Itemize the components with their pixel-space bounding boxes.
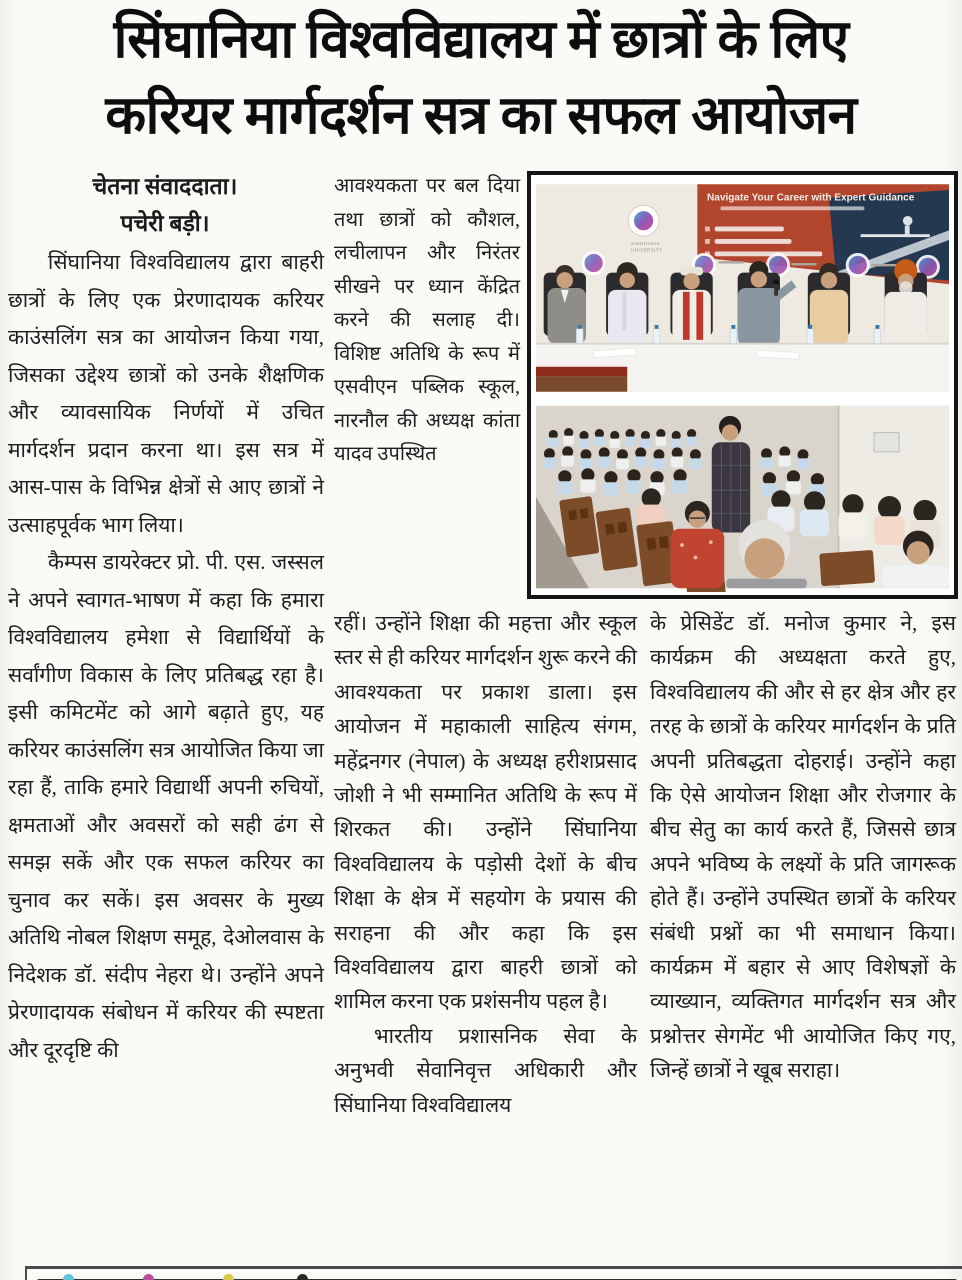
column-2-wide [334, 606, 637, 1122]
registration-strip [25, 1266, 962, 1280]
dignitaries-photo [536, 180, 949, 396]
column-3 [650, 606, 956, 1088]
climber-figure [903, 216, 913, 226]
column-2-narrow [334, 170, 520, 472]
banner-subtitle-line [720, 206, 864, 210]
logo-label-1: SINGHANIA [631, 240, 661, 246]
reg-dot-black [297, 1274, 308, 1280]
reg-dot-yellow [223, 1274, 234, 1280]
paragraph: आवश्यकता पर बल दिया तथा छात्रों को कौशल, लचीलापन और निरंतर सीखने पर ध्यान केंद्रित करने की सलाह दी। विशिष्ट अतिथि के रूप में एसवीएन पब्लिक स्कूल, नारनौल की अध्यक्ष कांता यादव उपस्थित [334, 175, 520, 465]
banner-title: Navigate Your Career with Expert Guidance [706, 192, 915, 204]
byline-reporter: चेतना संवाददाता। [92, 174, 238, 199]
reg-dot-magenta [143, 1274, 154, 1280]
paragraph: कैम्पस डायरेक्टर प्रो. पी. एस. जस्सल ने अपने स्वागत-भाषण में कहा कि हमारा विश्वविद्यालय हमेशा से विद्यार्थियों के सर्वांगीण विकास के लिए प्रतिबद्ध रहा है। इसी कमिटमेंट को आगे बढ़ाते हुए, यह करियर काउंसलिंग सत्र आयोजित किया जा रहा हैं, ताकि हमारे विद्यार्थी अपनी रुचियों, क्षमताओं और अवसरों को सही ढंग से समझ सकें और एक सफल करियर का चुनाव कर सकें। इस अवसर के मुख्य अतिथि नोबल शिक्षण समूह, देओलवास के निदेशक डॉ. संदीप नेहरा थे। उन्होंने अपने प्रेरणादायक संबोधन में करियर की स्पष्टता और दूरदृष्टि की [8, 550, 324, 1062]
reg-dot-cyan [63, 1274, 74, 1280]
audience-photo [536, 402, 949, 592]
headline-line-2: करियर मार्गदर्शन सत्र का सफल आयोजन [105, 87, 857, 145]
wall-panel [874, 433, 899, 452]
byline [10, 168, 320, 242]
paragraph: भारतीय प्रशासनिक सेवा के अनुभवी सेवानिवृत्त अधिकारी और सिंघानिया विश्वविद्यालय [334, 1023, 637, 1117]
byline-place: पचेरी बड़ी। [120, 211, 210, 236]
paragraph: रहीं। उन्होंने शिक्षा की महत्ता और स्कूल स्तर से ही करियर मार्गदर्शन शुरू करने की आवश्यकता पर प्रकाश डाला। इस आयोजन में महाकाली साहित्य संगम, महेंद्रनगर (नेपाल) के अध्यक्ष हरीशप्रसाद जोशी ने भी सम्मानित अतिथि के रूप में शिरकत की। उन्होंने सिंघानिया विश्वविद्यालय के पड़ोसी देशों के बीच शिक्षा के क्षेत्र में सहयोग के प्रयास की सराहना की और कहा कि इस विश्वविद्यालय द्वारा बाहरी छात्रों को शामिल करना एक प्रशंसनीय पहल है। [334, 611, 637, 1014]
paragraph: सिंघानिया विश्वविद्यालय द्वारा बाहरी छात्रों के लिए एक प्रेरणादायक करियर काउंसलिंग सत्र का आयोजन किया गया, जिसका उद्देश्य छात्रों को उनके शैक्षणिक और व्यावसायिक निर्णयों में उचित मार्गदर्शन प्रदान करना था। इस सत्र में आस-पास के विभिन्न क्षेत्रों से आए छात्रों ने उत्साहपूर्वक भाग लिया। [8, 250, 324, 537]
article-headline [0, 2, 962, 154]
paragraph: के प्रेसिडेंट डॉ. मनोज कुमार ने, इस कार्यक्रम की अध्यक्षता करते हुए, विश्वविद्यालय की और से हर क्षेत्र और हर तरह के छात्रों के करियर मार्गदर्शन के प्रति अपनी प्रतिबद्धता दोहराई। उन्होंने कहा कि ऐसे आयोजन शिक्षा और रोजगार के बीच सेतु का कार्य करते हैं, जिससे छात्र अपने भविष्य के लक्ष्यों के प्रति जागरूक होते हैं। उन्होंने उपस्थित छात्रों के करियर संबंधी प्रश्नों का भी समाधान किया। कार्यक्रम में बहार से आए विशेषज्ञों के व्याख्यान, व्यक्तिगत मार्गदर्शन सत्र और प्रश्नोत्तर सेगमेंट भी आयोजित किए गए, जिन्हें छात्रों ने खूब सराहा। [650, 611, 956, 1083]
wooden-table-edge [536, 376, 627, 391]
logo-label-2: UNIVERSITY [631, 247, 663, 253]
headline-line-1: सिंघानिया विश्वविद्यालय में छात्रों के लिए [113, 11, 849, 69]
news-photo-frame [527, 171, 958, 599]
red-carpet [536, 367, 627, 377]
column-1 [8, 244, 324, 1069]
